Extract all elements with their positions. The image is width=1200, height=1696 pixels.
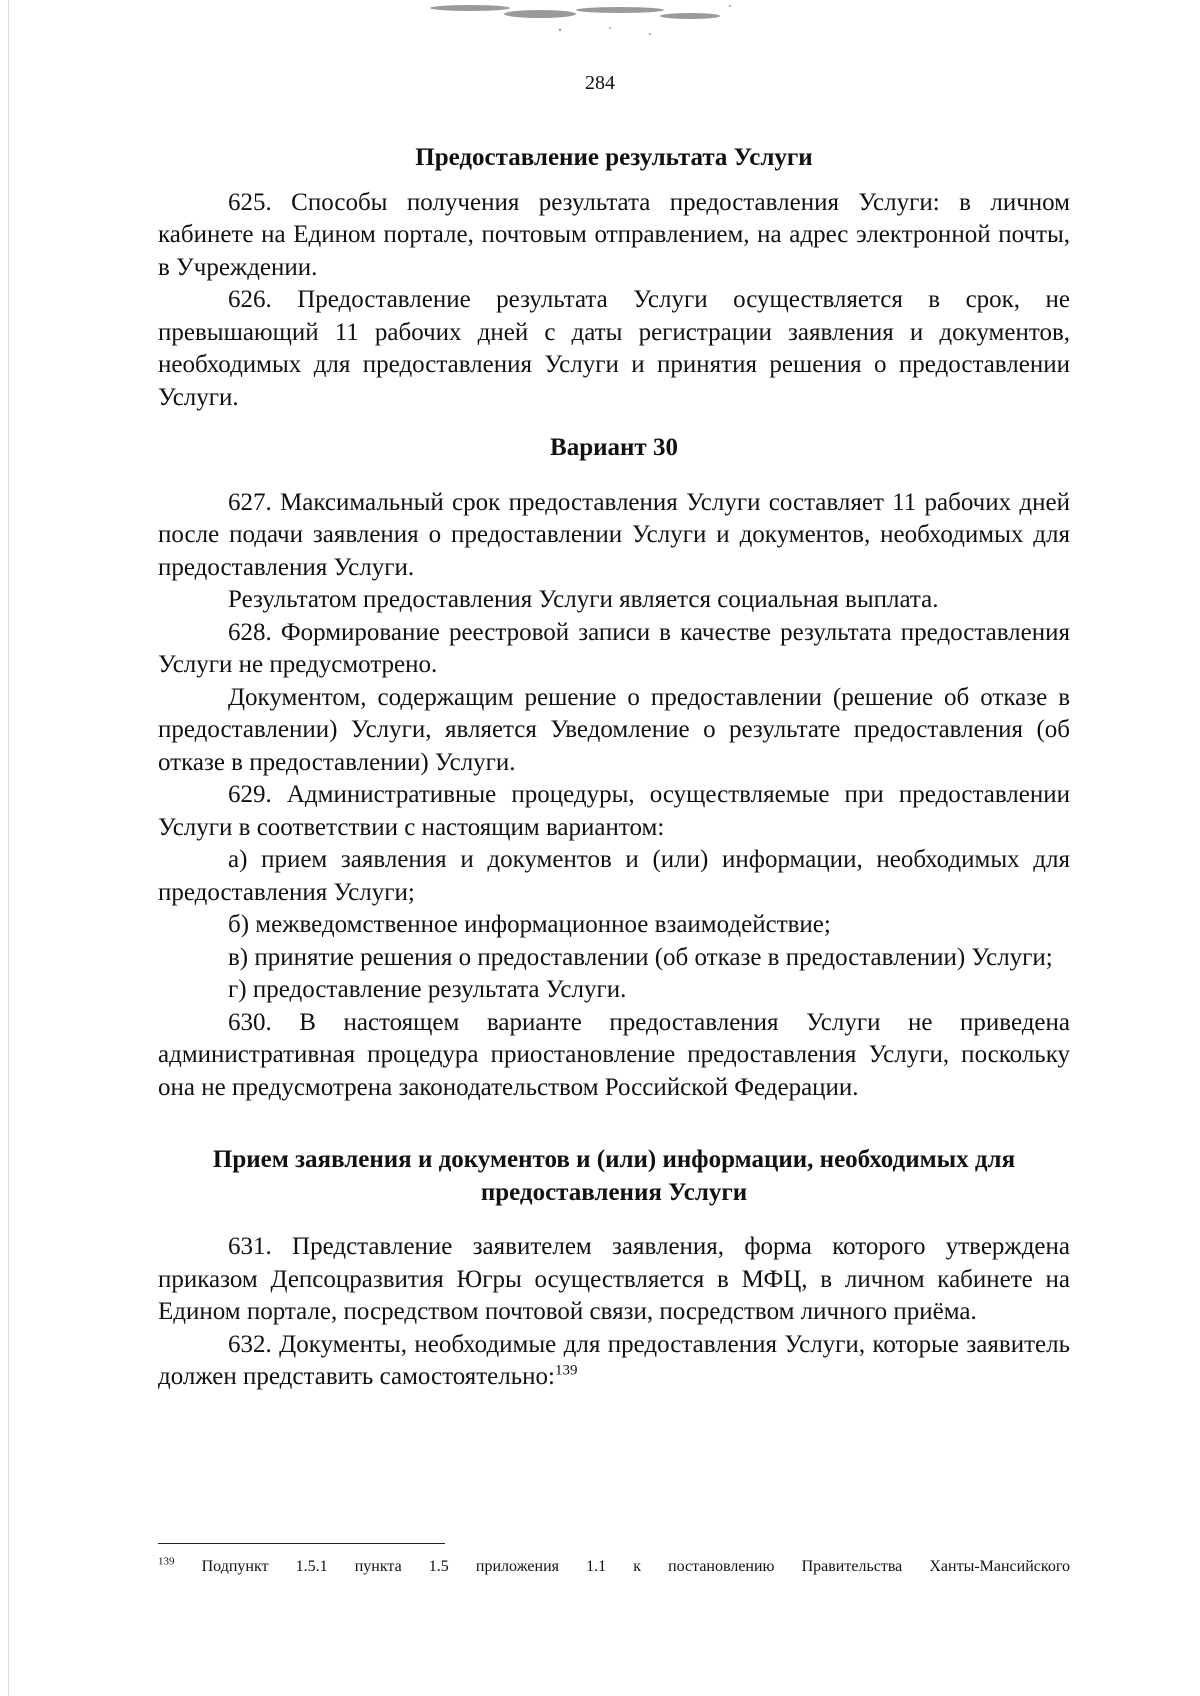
scan-margin-line — [8, 0, 9, 1696]
paragraph: 627. Максимальный срок предоставления Услуги составляет 11 рабочих дней после подачи заявления о предоставлении Услуги и документов, необходимых для предоставления Услуги. — [158, 488, 1070, 581]
section-heading: Вариант 30 — [550, 434, 678, 461]
footnote-text: Подпункт 1.5.1 пункта 1.5 приложения 1.1 к постановлению Правительства Ханты-Мансийского — [201, 1558, 1071, 1575]
list-item: в) принятие решения о предоставлении (об отказе в предоставлении) Услуги; — [228, 943, 1053, 971]
scan-noise-mark — [410, 0, 810, 40]
paragraph-text: 632. Документы, необходимые для предоставления Услуги, которые заявитель должен представить самостоятельно: — [158, 1330, 1070, 1390]
footnote-reference: 139 — [554, 1362, 578, 1379]
paragraph: 625. Способы получения результата предоставления Услуги: в личном кабинете на Едином портале, почтовым отправлением, на адрес электронной почты, в Учреждении. — [158, 188, 1070, 281]
footnote-separator — [158, 1543, 445, 1544]
list-item: б) межведомственное информационное взаимодействие; — [228, 911, 831, 938]
paragraph: 626. Предоставление результата Услуги осуществляется в срок, не превышающий 11 рабочих дней с даты регистрации заявления и документов, необходимых для предоставления Услуги и принятия решения о предоставлении Услуги. — [158, 286, 1070, 411]
paragraph — [158, 1329, 1070, 1394]
paragraph: Результатом предоставления Услуги является социальная выплата. — [228, 586, 939, 613]
section-heading-line: предоставления Услуги — [480, 1178, 748, 1206]
list-item: г) предоставление результата Услуги. — [228, 976, 627, 1003]
list-item: а) прием заявления и документов и (или) информации, необходимых для предоставления Услуги; — [158, 846, 1070, 906]
section-heading — [158, 1144, 1070, 1209]
paragraph: 631. Представление заявителем заявления, форма которого утверждена приказом Депсоцразвития Югры осуществляется в МФЦ, в личном кабинете на Едином портале, посредством почтовой связи, посредством личного приёма. — [158, 1233, 1070, 1325]
section-heading: Предоставление результата Услуги — [415, 144, 813, 171]
page-number: 284 — [585, 72, 615, 94]
section-heading-line: Прием заявления и документов и (или) информации, необходимых для — [212, 1146, 1016, 1173]
paragraph: 630. В настоящем варианте предоставления Услуги не приведена административная процедура приостановление предоставления Услуги, поскольку она не предусмотрена законодательством Российской Федерации. — [158, 1008, 1070, 1101]
footnote-marker: 139 — [158, 1555, 175, 1568]
footnote — [158, 1556, 1070, 1578]
paragraph: 628. Формирование реестровой записи в качестве результата предоставления Услуги не предусмотрено. — [158, 618, 1070, 678]
document-body — [158, 142, 1070, 1394]
paragraph: 629. Административные процедуры, осуществляемые при предоставлении Услуги в соответствии с настоящим вариантом: — [158, 781, 1070, 841]
paragraph: Документом, содержащим решение о предоставлении (решение об отказе в предоставлении) Услуги, является Уведомление о результате предоставления (об отказе в предоставлении) Услуги. — [158, 683, 1070, 776]
